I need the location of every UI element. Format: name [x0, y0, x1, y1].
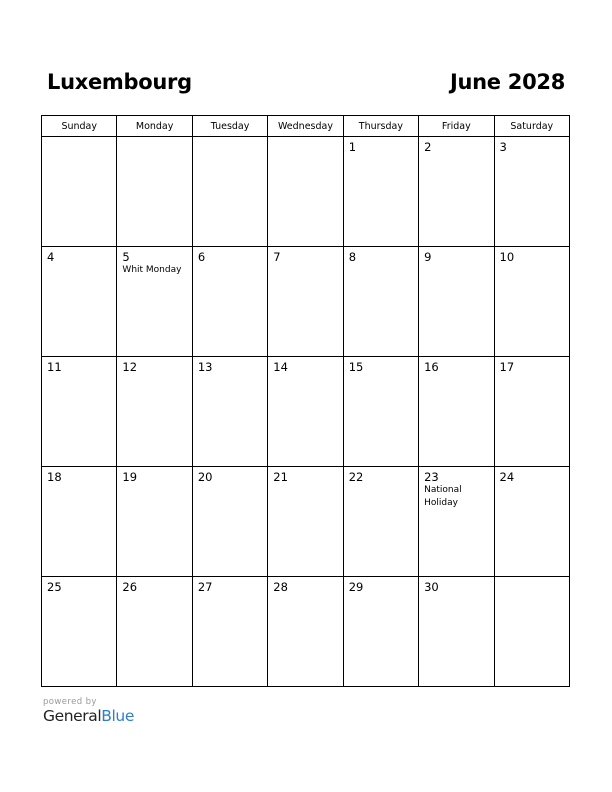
week-row	[42, 247, 570, 357]
day-number: 13	[197, 360, 213, 374]
day-number	[42, 137, 116, 140]
day-number: 26	[122, 580, 138, 594]
day-number: 28	[273, 580, 288, 594]
day-cell	[42, 577, 117, 687]
day-cell	[419, 247, 494, 357]
day-cell	[494, 137, 569, 247]
day-cell	[419, 137, 494, 247]
day-cell	[42, 137, 117, 247]
day-number: 22	[348, 470, 364, 484]
day-cell	[419, 577, 494, 687]
week-row	[42, 357, 570, 467]
day-number: 9	[424, 250, 432, 264]
day-number	[268, 137, 342, 140]
day-number: 14	[273, 360, 288, 374]
calendar-month-title: June 2028	[449, 70, 565, 94]
day-cell	[268, 467, 343, 577]
day-number: 3	[499, 140, 507, 154]
day-cell	[268, 247, 343, 357]
week-row	[42, 137, 570, 247]
brand-blue-text: Blue	[101, 707, 134, 725]
day-cell	[494, 357, 569, 467]
day-cell	[343, 357, 418, 467]
weekday-header: Wednesday	[268, 116, 343, 137]
day-cell	[42, 467, 117, 577]
weekday-header: Monday	[117, 116, 192, 137]
day-number: 5	[122, 250, 130, 264]
footer-branding	[43, 697, 134, 725]
weekday-header: Sunday	[42, 116, 117, 137]
calendar-country-title: Luxembourg	[47, 70, 192, 94]
day-number: 24	[499, 470, 515, 484]
day-number: 2	[424, 140, 432, 154]
day-number: 18	[47, 470, 62, 484]
weekday-header: Saturday	[494, 116, 569, 137]
day-cell	[343, 577, 418, 687]
day-cell	[494, 247, 569, 357]
day-number: 27	[197, 580, 213, 594]
brand-general-text: General	[43, 707, 102, 725]
holiday-label: National Holiday	[424, 485, 462, 508]
day-number: 19	[122, 470, 138, 484]
day-cell	[343, 137, 418, 247]
powered-by-label: powered by	[43, 697, 97, 707]
week-row	[42, 577, 570, 687]
day-cell	[419, 467, 494, 577]
day-number	[495, 577, 569, 580]
day-cell	[192, 577, 267, 687]
day-number: 23	[424, 470, 439, 484]
day-cell	[494, 467, 569, 577]
day-number: 30	[424, 580, 439, 594]
day-cell	[268, 137, 343, 247]
weekday-header-row	[42, 116, 570, 137]
day-number: 6	[197, 250, 206, 264]
day-number: 15	[348, 360, 364, 374]
day-cell	[192, 247, 267, 357]
day-cell	[192, 467, 267, 577]
day-number	[193, 137, 267, 140]
day-cell	[117, 577, 192, 687]
weekday-header: Friday	[419, 116, 494, 137]
generalblue-logo[interactable]	[43, 707, 134, 725]
day-cell	[117, 357, 192, 467]
day-number	[117, 137, 191, 140]
day-number: 11	[47, 360, 62, 374]
day-number: 4	[47, 250, 55, 264]
day-number: 7	[273, 250, 281, 264]
day-cell	[494, 577, 569, 687]
day-cell	[268, 577, 343, 687]
day-number: 20	[197, 470, 213, 484]
day-number: 16	[424, 360, 439, 374]
day-cell	[117, 137, 192, 247]
day-number: 21	[273, 470, 288, 484]
weekday-header: Tuesday	[192, 116, 267, 137]
day-number: 25	[47, 580, 62, 594]
day-cell	[343, 247, 418, 357]
day-number: 8	[348, 250, 357, 264]
day-number: 10	[499, 250, 515, 264]
day-cell	[192, 357, 267, 467]
month-calendar-grid	[41, 115, 570, 687]
weekday-header: Thursday	[343, 116, 418, 137]
day-number: 17	[499, 360, 515, 374]
day-cell	[419, 357, 494, 467]
day-cell	[268, 357, 343, 467]
day-cell	[42, 357, 117, 467]
day-cell	[192, 137, 267, 247]
day-cell	[117, 247, 192, 357]
day-number: 12	[122, 360, 138, 374]
week-row	[42, 467, 570, 577]
holiday-label: Whit Monday	[122, 265, 182, 275]
day-cell	[117, 467, 192, 577]
day-cell	[343, 467, 418, 577]
day-number: 29	[348, 580, 364, 594]
day-number: 1	[348, 140, 357, 154]
day-cell	[42, 247, 117, 357]
